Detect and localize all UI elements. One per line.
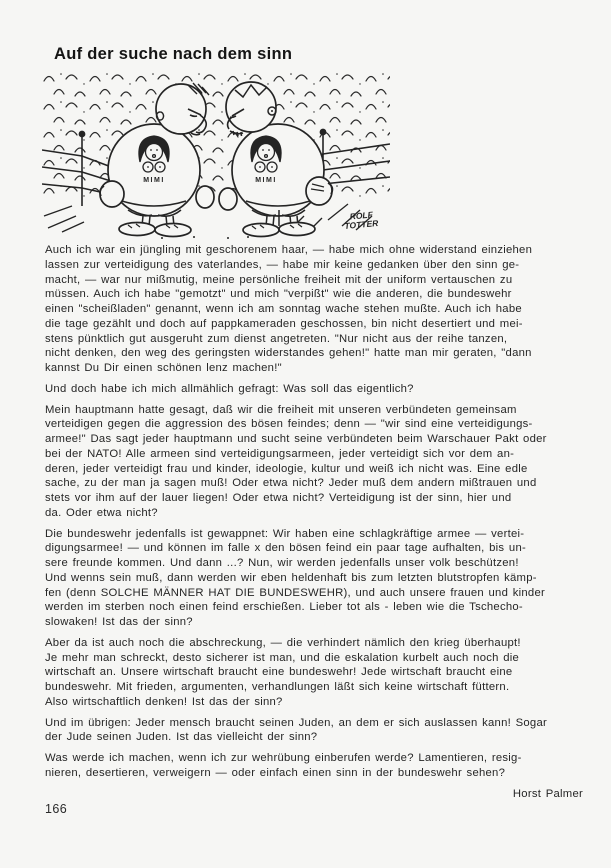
text-line: digungsarmee! — und können im falle x den bösen feind ein paar tage aufhalten, bis un- <box>45 542 526 555</box>
text-line: lassen zur verteidigung des vaterlandes, — habe mir keine gedanken über den sinn ge- <box>45 258 520 271</box>
left-boxer-tattoo-label: MIMI <box>143 177 165 184</box>
right-boxer-tattoo-label: MIMI <box>255 177 277 184</box>
text-line: Und wenns sein muß, dann werden wir eben heldenhaft bis zum letzten blutstropfen kämp- <box>45 571 537 584</box>
text-line: stens pünktlich gut ausgeruht zum dienst angetreten. "Nur nicht aus der reihe tanzen, <box>45 332 508 345</box>
paragraph <box>45 527 583 630</box>
text-line: Je mehr man schreckt, desto sicherer ist man, und die eskalation kurbelt auch noch die <box>45 651 520 664</box>
text-line: stets vor ihm auf der lauer liegen! Oder etwa nicht? Verteidigung ist der sinn, hier und <box>45 492 512 504</box>
text-line: einen "scheißladen" genannt, wenn ich am sonntag wache stehen mußte. Auch ich habe <box>45 303 522 315</box>
text-line: Aber da ist auch noch die abschreckung, — die verhindert nämlich den krieg überhaupt! <box>45 636 521 649</box>
paragraph <box>45 382 583 397</box>
page-title: Auf der suche nach dem sinn <box>54 45 293 63</box>
text-line: müssen. Auch ich habe "gemotzt" und mich "verpißt" wie die anderen, die bundeswehr <box>45 288 512 301</box>
text-line: fen (denn SOLCHE MÄNNER HAT DIE BUNDESWEHR), und auch unsere frauen und kinder <box>45 586 545 599</box>
text-line: nicht denken, den weg des geringsten widerstandes gehen!" hatte man mir geraten, "dann <box>45 347 532 360</box>
paragraphs-container <box>45 243 583 781</box>
paragraph <box>45 751 583 781</box>
text-line: der Jude seinen Juden. Ist das vielleicht der sinn? <box>45 731 318 744</box>
text-line: Was werde ich machen, wenn ich zur wehrübung einberufen werde? Lamentieren, resig- <box>45 752 522 764</box>
text-line: sere freunde kommen. Und dann ...? Nun, wir werden jedenfalls unser volk beschützen! <box>45 557 519 569</box>
author-byline: Horst Palmer <box>512 787 583 800</box>
text-line: macht, — war nur mißmutig, meine persönliche freiheit mit der uniform vertauschen zu <box>45 273 513 286</box>
text-line: Und im übrigen: Jeder mensch braucht seinen Juden, an dem er sich auslassen kann! Sogar <box>45 716 547 729</box>
boxing-cartoon-illustration <box>42 70 390 240</box>
crowd-background <box>42 70 390 200</box>
text-line: kannst Du Dir einen schönen lenz machen!" <box>45 362 282 374</box>
text-line: Auch ich war ein jüngling mit geschorenem haar, — habe mich ohne widerstand einziehen <box>45 244 533 256</box>
text-line: deren, jeder verteidigt frau und kinder, ideologie, kultur und weiß ich nicht was. Eine edle <box>45 462 528 475</box>
text-line: bundeswehr. Mit frieden, argumenten, verhandlungen läßt sich keine wirtschaft füttern. <box>45 681 510 693</box>
paragraph <box>45 636 583 710</box>
paragraph <box>45 403 583 521</box>
text-line: slowaken! Ist das der sinn? <box>45 616 193 628</box>
text-line: nieren, desertieren, verweigern — oder einfach einen sinn in der bundeswehr sehen? <box>45 766 506 779</box>
text-line: verteidigen gegen die aggression des bösen feindes; denn — "wir sind eine verteidigungs- <box>45 418 533 431</box>
text-line: Mein hauptmann hatte gesagt, daß wir die freiheit mit unseren verbündeten gemeinsam <box>45 403 517 416</box>
paragraph <box>45 716 583 746</box>
text-line: bei der NATO! Alle armeen sind verteidigungsarmeen, jeder verteidigt sich vor dem an- <box>45 447 515 460</box>
text-line: wirtschaft an. Unsere wirtschaft braucht eine bundeswehr! Jede wirtschaft braucht eine <box>45 666 513 679</box>
text-line: armee!" Das sagt jeder hauptmann und sucht seine verbündeten beim Warschauer Pakt oder <box>45 433 547 445</box>
text-line: werden im sterben noch einen feind erschießen. Lieber tot als - leben wie die Tschecho- <box>45 601 523 614</box>
page-number: 166 <box>45 802 68 816</box>
text-line: die tage gezählt und doch auf pappkameraden geschossen, bin nicht desertiert und mei- <box>45 317 523 330</box>
signature-line-2: TOTTER <box>344 218 379 231</box>
text-line: sache, zu der man ja sagen muß! Oder etwa nicht? Jeder muß dem andern mißtrauen und <box>45 477 537 490</box>
text-line: da. Oder etwa nicht? <box>45 506 158 519</box>
text-line: Also wirtschaftlich denken! Ist das der sinn? <box>45 695 283 708</box>
text-line: Und doch habe ich mich allmählich gefragt: Was soll das eigentlich? <box>45 382 414 395</box>
artist-signature <box>343 209 379 231</box>
paragraph <box>45 243 583 376</box>
body-text <box>45 243 583 801</box>
signature-line-1: ROLF <box>349 209 374 222</box>
text-line: Die bundeswehr jedenfalls ist gewappnet: Wir haben eine schlagkräftige armee — vertei- <box>45 527 525 540</box>
